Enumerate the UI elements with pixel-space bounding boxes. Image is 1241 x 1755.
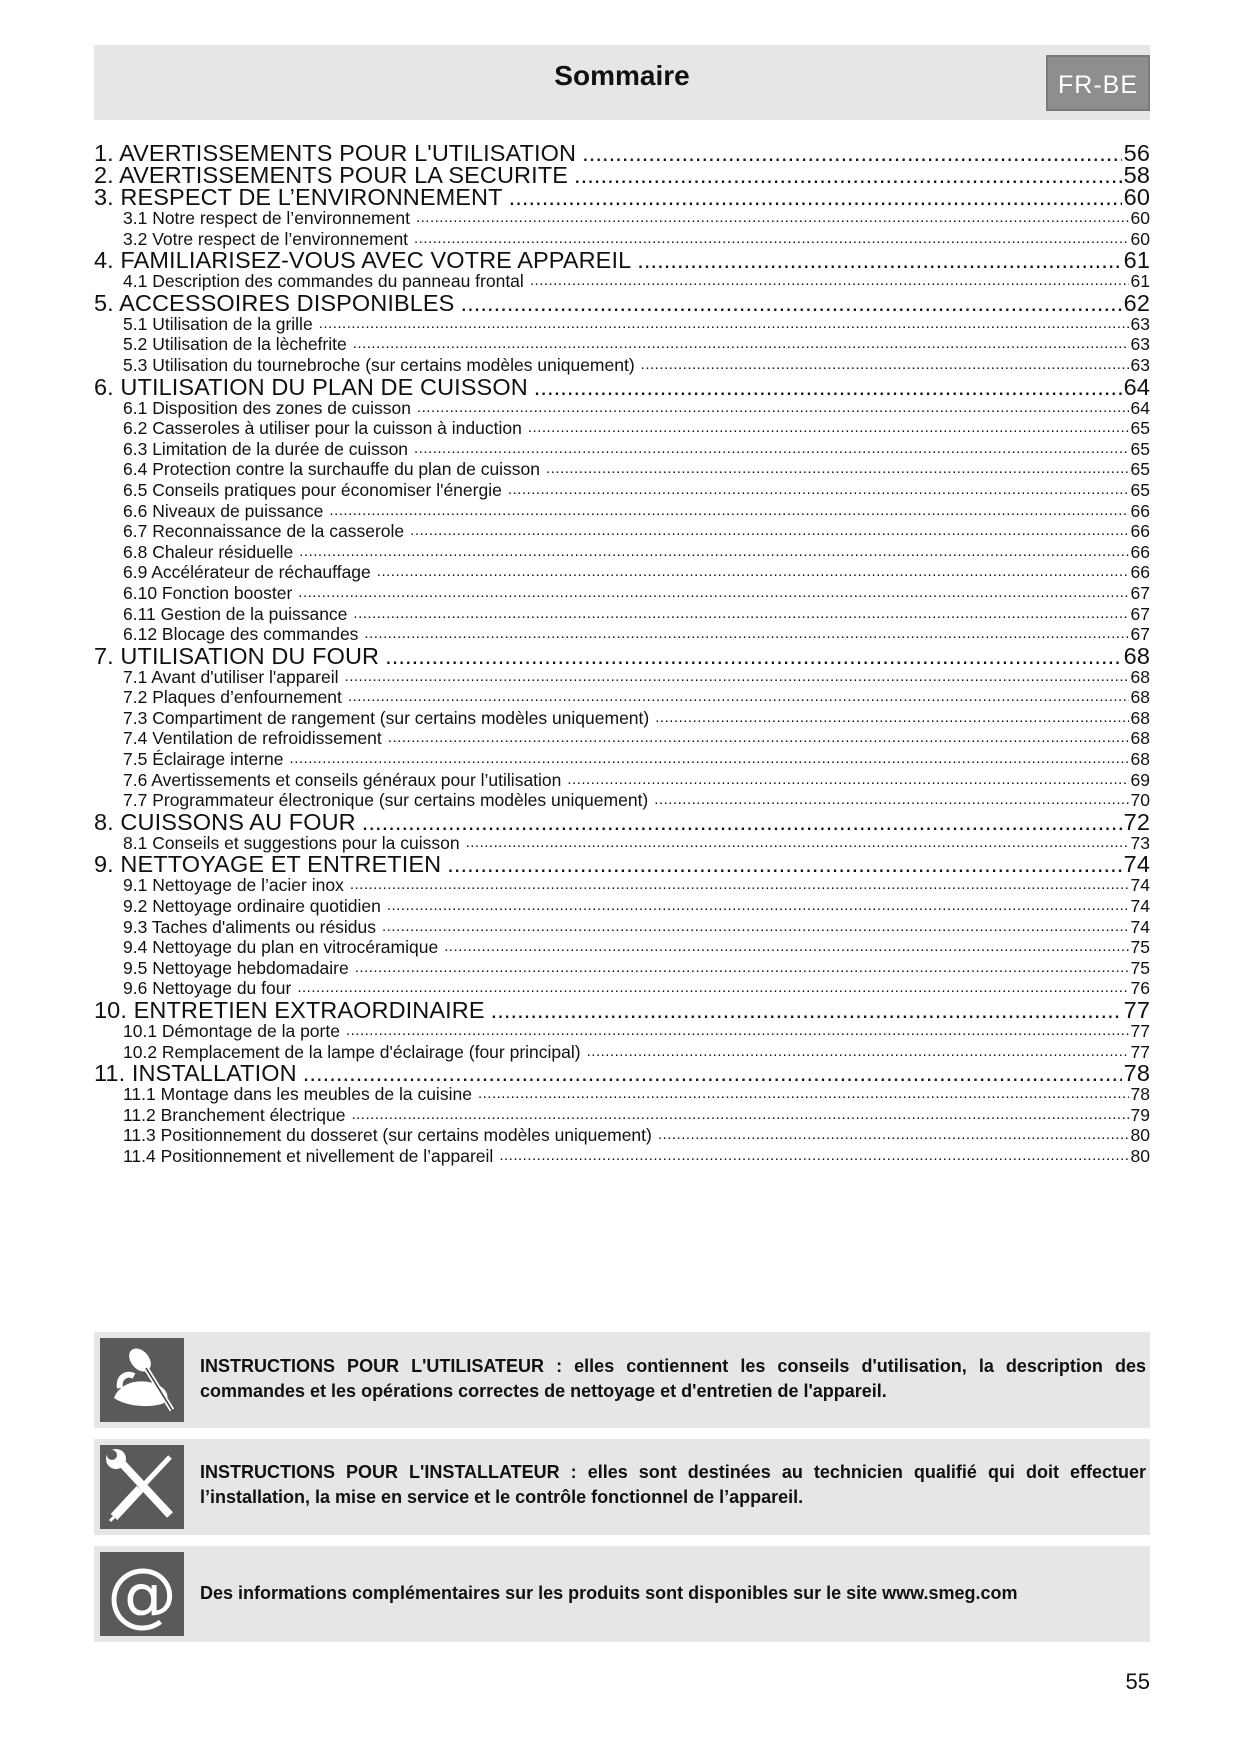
toc-section bbox=[94, 978, 1150, 999]
toc-entry-title: 6.12 Blocage des commandes bbox=[123, 624, 359, 645]
toc-section bbox=[94, 749, 1150, 770]
toc-entry-title: 5. ACCESSOIRES DISPONIBLES bbox=[94, 291, 455, 314]
toc-entry-page: 65 bbox=[1130, 479, 1150, 500]
toc-entry-page: 68 bbox=[1130, 728, 1150, 749]
toc-entry-page: 64 bbox=[1123, 375, 1150, 398]
toc-entry-page: 56 bbox=[1123, 142, 1150, 164]
toc-entry-title: 9.3 Taches d'aliments ou résidus bbox=[123, 916, 377, 937]
toc-entry-page: 78 bbox=[1130, 1084, 1150, 1105]
toc-dot-leader bbox=[303, 1062, 1122, 1084]
toc-chapter bbox=[94, 999, 1150, 1021]
toc-dot-leader bbox=[534, 376, 1122, 398]
toc-entry-page: 77 bbox=[1123, 999, 1150, 1021]
toc-entry-title: 9.2 Nettoyage ordinaire quotidien bbox=[123, 896, 381, 917]
toc-chapter bbox=[94, 186, 1150, 208]
toc-entry-page: 66 bbox=[1130, 500, 1150, 521]
info-boxes bbox=[94, 1332, 1150, 1653]
at-sign-icon bbox=[100, 1552, 184, 1636]
toc-entry-title: 8.1 Conseils et suggestions pour la cuisson bbox=[123, 832, 460, 853]
toc-entry-title: 6.6 Niveaux de puissance bbox=[123, 500, 324, 521]
toc-section bbox=[94, 1146, 1150, 1167]
toc-entry-page: 67 bbox=[1130, 624, 1150, 645]
toc-dot-leader bbox=[416, 208, 1129, 229]
toc-entry-title: 6.2 Casseroles à utiliser pour la cuisson à induction bbox=[123, 418, 522, 439]
language-badge: FR-BE bbox=[1046, 55, 1150, 111]
toc-entry-title: 7.3 Compartiment de rangement (sur certains modèles uniquement) bbox=[123, 707, 650, 728]
toc-entry-title: 6.7 Reconnaissance de la casserole bbox=[123, 521, 405, 542]
toc-dot-leader bbox=[444, 937, 1128, 958]
toc-section bbox=[94, 1125, 1150, 1146]
toc-dot-leader bbox=[414, 439, 1128, 460]
installer-instructions-box bbox=[94, 1439, 1150, 1535]
page-header bbox=[94, 45, 1150, 120]
toc-entry-title: 6.3 Limitation de la durée de cuisson bbox=[123, 438, 409, 459]
toc-dot-leader bbox=[319, 314, 1129, 335]
toc-section bbox=[94, 208, 1150, 229]
toc-entry-page: 67 bbox=[1130, 603, 1150, 624]
toc-dot-leader bbox=[410, 521, 1128, 542]
toc-entry-title: 9.4 Nettoyage du plan en vitrocéramique bbox=[123, 937, 439, 958]
toc-section bbox=[94, 896, 1150, 917]
svg-text:@: @ bbox=[107, 1553, 177, 1635]
toc-section bbox=[94, 1105, 1150, 1126]
toc-entry-title: 11.3 Positionnement du dosseret (sur certains modèles uniquement) bbox=[123, 1125, 652, 1146]
toc-section bbox=[94, 542, 1150, 563]
toc-section bbox=[94, 480, 1150, 501]
toc-dot-leader bbox=[297, 978, 1128, 999]
toc-entry-page: 60 bbox=[1130, 208, 1150, 228]
toc-entry-page: 77 bbox=[1130, 1041, 1150, 1062]
toc-dot-leader bbox=[298, 583, 1128, 604]
toc-entry-title: 9. NETTOYAGE ET ENTRETIEN bbox=[94, 853, 442, 876]
toc-section bbox=[94, 314, 1150, 335]
toc-dot-leader bbox=[353, 334, 1129, 355]
page-title: Sommaire bbox=[554, 60, 690, 91]
toc-dot-leader bbox=[530, 271, 1129, 292]
toc-entry-page: 74 bbox=[1130, 875, 1150, 896]
toc-entry-title: 10. ENTRETIEN EXTRAORDINAIRE bbox=[94, 999, 485, 1021]
toc-entry-title: 11. INSTALLATION bbox=[94, 1062, 297, 1085]
toc-dot-leader bbox=[567, 770, 1128, 791]
toc-section bbox=[94, 790, 1150, 811]
toc-entry-page: 74 bbox=[1130, 896, 1150, 917]
toc-section bbox=[94, 355, 1150, 376]
toc-section bbox=[94, 334, 1150, 355]
toc-dot-leader bbox=[509, 186, 1122, 208]
toc-entry-title: 2. AVERTISSEMENTS POUR LA SECURITE bbox=[94, 164, 568, 186]
toc-dot-leader bbox=[377, 562, 1129, 583]
toc-entry-page: 60 bbox=[1123, 186, 1150, 208]
toc-entry-page: 69 bbox=[1130, 769, 1150, 790]
toc-entry-title: 10.2 Remplacement de la lampe d'éclairage (four principal) bbox=[123, 1041, 581, 1062]
toc-chapter bbox=[94, 249, 1150, 271]
toc-entry-page: 65 bbox=[1130, 438, 1150, 459]
toc-chapter bbox=[94, 376, 1150, 398]
toc-dot-leader bbox=[364, 624, 1128, 645]
toc-dot-leader bbox=[387, 896, 1129, 917]
toc-dot-leader bbox=[478, 1084, 1129, 1105]
toc-entry-page: 80 bbox=[1130, 1125, 1150, 1146]
toc-dot-leader bbox=[351, 1105, 1128, 1126]
toc-entry-page: 61 bbox=[1130, 271, 1150, 292]
toc-entry-title: 8. CUISSONS AU FOUR bbox=[94, 810, 356, 833]
toc-section bbox=[94, 459, 1150, 480]
toc-entry-page: 65 bbox=[1130, 418, 1150, 439]
toc-dot-leader bbox=[655, 708, 1128, 729]
toc-chapter bbox=[94, 811, 1150, 833]
toc-dot-leader bbox=[299, 542, 1128, 563]
toc-entry-title: 11.2 Branchement électrique bbox=[123, 1104, 346, 1125]
toc-chapter bbox=[94, 1062, 1150, 1084]
toc-dot-leader bbox=[417, 398, 1129, 419]
toc-entry-page: 73 bbox=[1130, 832, 1150, 853]
toc-chapter bbox=[94, 853, 1150, 875]
toc-entry-page: 75 bbox=[1130, 957, 1150, 978]
toc-dot-leader bbox=[637, 249, 1121, 271]
toc-dot-leader bbox=[546, 459, 1129, 480]
toc-entry-page: 68 bbox=[1123, 644, 1150, 667]
toc-section bbox=[94, 875, 1150, 896]
toc-dot-leader bbox=[355, 958, 1129, 979]
toc-dot-leader bbox=[491, 999, 1122, 1021]
toc-section bbox=[94, 501, 1150, 522]
toc-section bbox=[94, 958, 1150, 979]
toc-entry-title: 4.1 Description des commandes du panneau frontal bbox=[123, 271, 524, 292]
toc-section bbox=[94, 917, 1150, 938]
toc-entry-title: 7.7 Programmateur électronique (sur certains modèles uniquement) bbox=[123, 790, 649, 811]
toc-entry-page: 62 bbox=[1123, 291, 1150, 314]
page-number: 55 bbox=[1125, 1669, 1150, 1694]
toc-section bbox=[94, 398, 1150, 419]
more-info-text: Des informations complémentaires sur les produits sont disponibles sur le site www.smeg.com bbox=[200, 1583, 1018, 1603]
toc-section bbox=[94, 1042, 1150, 1063]
toc-entry-page: 63 bbox=[1130, 354, 1150, 375]
toc-entry-page: 63 bbox=[1130, 334, 1150, 355]
toc-entry-title: 7.2 Plaques d’enfournement bbox=[123, 687, 342, 708]
toc-entry-page: 64 bbox=[1130, 397, 1150, 418]
toc-entry-title: 6.4 Protection contre la surchauffe du plan de cuisson bbox=[123, 459, 541, 480]
cooking-utensils-icon bbox=[100, 1338, 184, 1422]
toc-section bbox=[94, 439, 1150, 460]
toc-entry-title: 1. AVERTISSEMENTS POUR L'UTILISATION bbox=[94, 142, 577, 164]
toc-entry-page: 77 bbox=[1130, 1021, 1150, 1041]
toc-dot-leader bbox=[345, 667, 1129, 688]
toc-entry-page: 65 bbox=[1130, 459, 1150, 480]
toc-entry-page: 61 bbox=[1123, 249, 1150, 272]
toc-chapter bbox=[94, 645, 1150, 667]
toc-entry-title: 4. FAMILIARISEZ-VOUS AVEC VOTRE APPAREIL bbox=[94, 249, 632, 272]
toc-entry-title: 6.11 Gestion de la puissance bbox=[123, 603, 348, 624]
toc-section bbox=[94, 667, 1150, 688]
toc-section bbox=[94, 521, 1150, 542]
user-instructions-text: INSTRUCTIONS POUR L'UTILISATEUR : elles contiennent les conseils d'utilisation, la description des commandes et les opérations correctes de nettoyage et d'entretien de l'appareil. bbox=[200, 1356, 1146, 1401]
toc-entry-page: 63 bbox=[1130, 313, 1150, 334]
toc-section bbox=[94, 583, 1150, 604]
toc-dot-leader bbox=[353, 604, 1128, 625]
toc-section bbox=[94, 687, 1150, 708]
toc-dot-leader bbox=[587, 1042, 1129, 1063]
toc-entry-title: 7.5 Éclairage interne bbox=[123, 749, 284, 770]
toc-entry-page: 78 bbox=[1123, 1062, 1150, 1085]
toc-entry-title: 6.10 Fonction booster bbox=[123, 582, 293, 603]
toc-dot-leader bbox=[414, 229, 1128, 250]
toc-dot-leader bbox=[329, 501, 1128, 522]
toc-entry-title: 6.8 Chaleur résiduelle bbox=[123, 541, 294, 562]
toc-dot-leader bbox=[350, 875, 1129, 896]
toc-entry-title: 11.1 Montage dans les meubles de la cuisine bbox=[123, 1084, 472, 1105]
toc-dot-leader bbox=[528, 418, 1129, 439]
toc-dot-leader bbox=[385, 645, 1122, 667]
more-info-box bbox=[94, 1546, 1150, 1642]
toc-entry-page: 68 bbox=[1130, 666, 1150, 687]
toc-dot-leader bbox=[362, 811, 1122, 833]
toc-dot-leader bbox=[499, 1146, 1128, 1167]
toc-entry-page: 68 bbox=[1130, 687, 1150, 708]
toc-entry-page: 58 bbox=[1123, 164, 1150, 186]
toc-entry-title: 5.3 Utilisation du tournebroche (sur certains modèles uniquement) bbox=[123, 354, 635, 375]
toc-entry-page: 70 bbox=[1130, 790, 1150, 811]
toc-entry-page: 60 bbox=[1130, 228, 1150, 249]
toc-entry-title: 6. UTILISATION DU PLAN DE CUISSON bbox=[94, 375, 528, 398]
installer-instructions-text: INSTRUCTIONS POUR L'INSTALLATEUR : elles sont destinées au technicien qualifié qui doit effectuer l’installation, la mise en service et le contrôle fonctionnel de l’appareil. bbox=[200, 1462, 1146, 1507]
user-instructions-box bbox=[94, 1332, 1150, 1428]
toc-section bbox=[94, 708, 1150, 729]
toc-dot-leader bbox=[466, 833, 1129, 854]
toc-entry-title: 5.1 Utilisation de la grille bbox=[123, 313, 313, 334]
toc-entry-page: 76 bbox=[1130, 978, 1150, 999]
toc-entry-title: 7.6 Avertissements et conseils généraux pour l’utilisation bbox=[123, 769, 562, 790]
toc-dot-leader bbox=[460, 292, 1121, 314]
toc-entry-page: 68 bbox=[1130, 707, 1150, 728]
toc-section bbox=[94, 937, 1150, 958]
toc-dot-leader bbox=[447, 853, 1121, 875]
toc-section bbox=[94, 562, 1150, 583]
toc-entry-title: 9.6 Nettoyage du four bbox=[123, 978, 292, 999]
toc-entry-page: 66 bbox=[1130, 562, 1150, 583]
toc-dot-leader bbox=[348, 687, 1129, 708]
toc-entry-title: 9.1 Nettoyage de l’acier inox bbox=[123, 875, 344, 896]
toc-entry-title: 3.1 Notre respect de l’environnement bbox=[123, 208, 410, 228]
toc-dot-leader bbox=[582, 142, 1122, 164]
toc-section bbox=[94, 728, 1150, 749]
toc-section bbox=[94, 1084, 1150, 1105]
toc-entry-page: 72 bbox=[1123, 810, 1150, 833]
toc-entry-title: 11.4 Positionnement et nivellement de l’appareil bbox=[123, 1145, 494, 1166]
toc-entry-page: 75 bbox=[1130, 937, 1150, 958]
toc-entry-page: 66 bbox=[1130, 541, 1150, 562]
toc-entry-title: 7. UTILISATION DU FOUR bbox=[94, 644, 380, 667]
toc-dot-leader bbox=[388, 728, 1129, 749]
toc-section bbox=[94, 604, 1150, 625]
toc-section bbox=[94, 1021, 1150, 1042]
toc-entry-page: 74 bbox=[1123, 853, 1150, 876]
toc-entry-title: 7.4 Ventilation de refroidissement bbox=[123, 728, 382, 749]
toc-section bbox=[94, 229, 1150, 250]
toc-chapter bbox=[94, 292, 1150, 314]
table-of-contents bbox=[94, 142, 1150, 1167]
toc-chapter bbox=[94, 142, 1150, 164]
toc-section bbox=[94, 833, 1150, 854]
toc-section bbox=[94, 624, 1150, 645]
toc-section bbox=[94, 271, 1150, 292]
toc-entry-title: 6.1 Disposition des zones de cuisson bbox=[123, 397, 411, 418]
toc-dot-leader bbox=[508, 480, 1129, 501]
toc-dot-leader bbox=[382, 917, 1129, 938]
toc-dot-leader bbox=[290, 749, 1129, 770]
toc-dot-leader bbox=[654, 790, 1128, 811]
toc-entry-page: 67 bbox=[1130, 582, 1150, 603]
toc-chapter bbox=[94, 164, 1150, 186]
toc-entry-page: 74 bbox=[1130, 916, 1150, 937]
toc-entry-title: 6.9 Accélérateur de réchauffage bbox=[123, 562, 371, 583]
toc-entry-page: 66 bbox=[1130, 521, 1150, 542]
toc-entry-title: 5.2 Utilisation de la lèchefrite bbox=[123, 334, 347, 355]
toc-entry-title: 10.1 Démontage de la porte bbox=[123, 1021, 340, 1041]
toc-dot-leader bbox=[658, 1125, 1129, 1146]
toc-dot-leader bbox=[641, 355, 1129, 376]
toc-section bbox=[94, 770, 1150, 791]
toc-entry-title: 6.5 Conseils pratiques pour économiser l'énergie bbox=[123, 479, 502, 500]
toc-entry-title: 3.2 Votre respect de l’environnement bbox=[123, 228, 409, 249]
toc-dot-leader bbox=[574, 164, 1122, 186]
toc-entry-title: 7.1 Avant d'utiliser l'appareil bbox=[123, 666, 339, 687]
toc-entry-title: 9.5 Nettoyage hebdomadaire bbox=[123, 957, 349, 978]
wrench-screwdriver-icon bbox=[100, 1445, 184, 1529]
toc-entry-page: 68 bbox=[1130, 749, 1150, 770]
toc-dot-leader bbox=[346, 1021, 1129, 1042]
toc-entry-page: 79 bbox=[1130, 1104, 1150, 1125]
toc-section bbox=[94, 418, 1150, 439]
toc-entry-title: 3. RESPECT DE L’ENVIRONNEMENT bbox=[94, 186, 503, 208]
toc-entry-page: 80 bbox=[1130, 1145, 1150, 1166]
